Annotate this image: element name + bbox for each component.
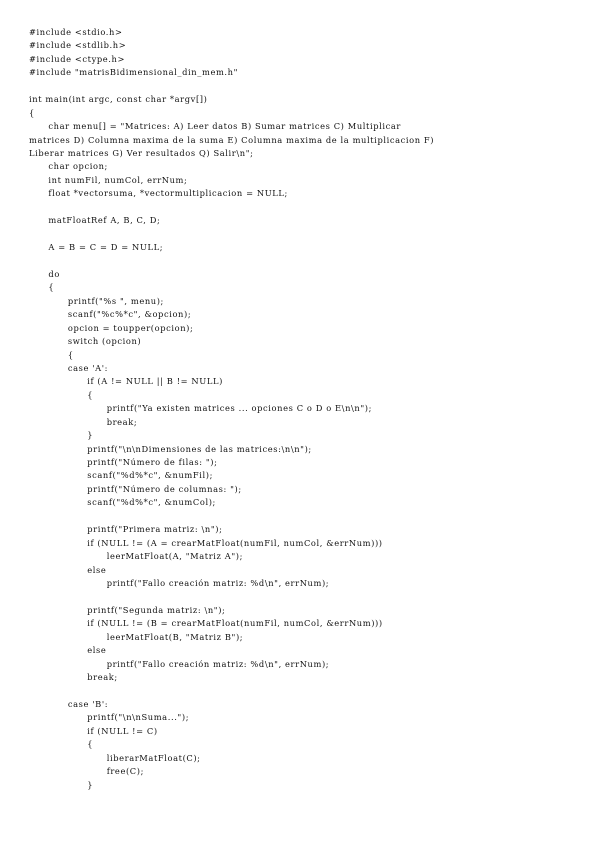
- code-line: Liberar matrices G) Ver resultados Q) Salir\n";: [29, 147, 254, 158]
- code-line: int main(int argc, const char *argv[]): [29, 94, 208, 105]
- code-line: printf("Fallo creación matriz: %d\n", errNum);: [29, 658, 330, 669]
- code-line: free(C);: [29, 766, 144, 777]
- code-line: printf("Segunda matriz: \n");: [29, 604, 226, 615]
- code-line: int numFil, numCol, errNum;: [29, 174, 188, 185]
- code-line: case 'B':: [29, 698, 109, 709]
- code-line: scanf("%d%*c", &numCol);: [29, 497, 216, 508]
- code-line: #include "matrisBidimensional_din_mem.h": [29, 67, 239, 78]
- code-line: #include <ctype.h>: [29, 53, 126, 64]
- code-line: if (NULL != (B = crearMatFloat(numFil, numCol, &errNum))): [29, 618, 383, 629]
- code-line: if (A != NULL || B != NULL): [29, 376, 223, 387]
- code-line: [29, 590, 434, 603]
- code-line: [29, 684, 434, 697]
- code-line: printf("Número de filas: ");: [29, 457, 218, 467]
- code-line: break;: [29, 672, 118, 682]
- code-line: {: [29, 739, 94, 750]
- code-line: opcion = toupper(opcion);: [29, 322, 194, 333]
- code-line: {: [29, 107, 35, 118]
- code-listing: [29, 26, 434, 792]
- code-line: liberarMatFloat(C);: [29, 752, 201, 763]
- code-line: if (NULL != (A = crearMatFloat(numFil, numCol, &errNum))): [29, 537, 383, 548]
- code-line: break;: [29, 416, 138, 427]
- code-line: case 'A':: [29, 362, 108, 373]
- code-line: {: [29, 349, 74, 360]
- code-line: printf("Primera matriz: \n");: [29, 524, 223, 535]
- code-line: [29, 228, 434, 241]
- code-line: printf("Ya existen matrices ... opciones C o D o E\n\n");: [29, 403, 373, 414]
- code-line: [29, 254, 434, 267]
- code-line: {: [29, 389, 94, 400]
- code-line: char opcion;: [29, 161, 108, 172]
- code-line: }: [29, 779, 94, 790]
- code-line: scanf("%c%*c", &opcion);: [29, 309, 192, 320]
- code-line: }: [29, 430, 94, 441]
- code-line: char menu[] = "Matrices: A) Leer datos B) Sumar matrices C) Multiplicar: [29, 121, 401, 132]
- code-line: switch (opcion): [29, 336, 142, 347]
- code-line: else: [29, 645, 107, 656]
- code-line: do: [29, 268, 60, 279]
- code-line: matFloatRef A, B, C, D;: [29, 215, 161, 226]
- code-line: {: [29, 282, 55, 293]
- code-line: printf("\n\nSuma...");: [29, 712, 190, 723]
- code-line: matrices D) Columna maxima de la suma E) Columna maxima de la multiplicacion F): [29, 134, 435, 145]
- code-line: leerMatFloat(A, "Matriz A");: [29, 551, 243, 562]
- code-line: #include <stdio.h>: [29, 27, 123, 37]
- code-line: float *vectorsuma, *vectormultiplicacion = NULL;: [29, 188, 288, 199]
- code-line: [29, 201, 434, 214]
- code-line: printf("Número de columnas: ");: [29, 483, 242, 494]
- code-line: A = B = C = D = NULL;: [29, 242, 164, 252]
- code-line: else: [29, 564, 107, 575]
- code-line: [29, 510, 434, 523]
- code-line: [29, 80, 434, 93]
- code-line: leerMatFloat(B, "Matriz B");: [29, 631, 244, 642]
- code-line: #include <stdlib.h>: [29, 40, 127, 51]
- code-line: printf("%s ", menu);: [29, 295, 164, 306]
- code-line: scanf("%d%*c", &numFil);: [29, 470, 213, 481]
- code-line: if (NULL != C): [29, 725, 158, 736]
- code-line: printf("\n\nDimensiones de las matrices:\n\n");: [29, 443, 312, 454]
- code-line: printf("Fallo creación matriz: %d\n", errNum);: [29, 577, 330, 588]
